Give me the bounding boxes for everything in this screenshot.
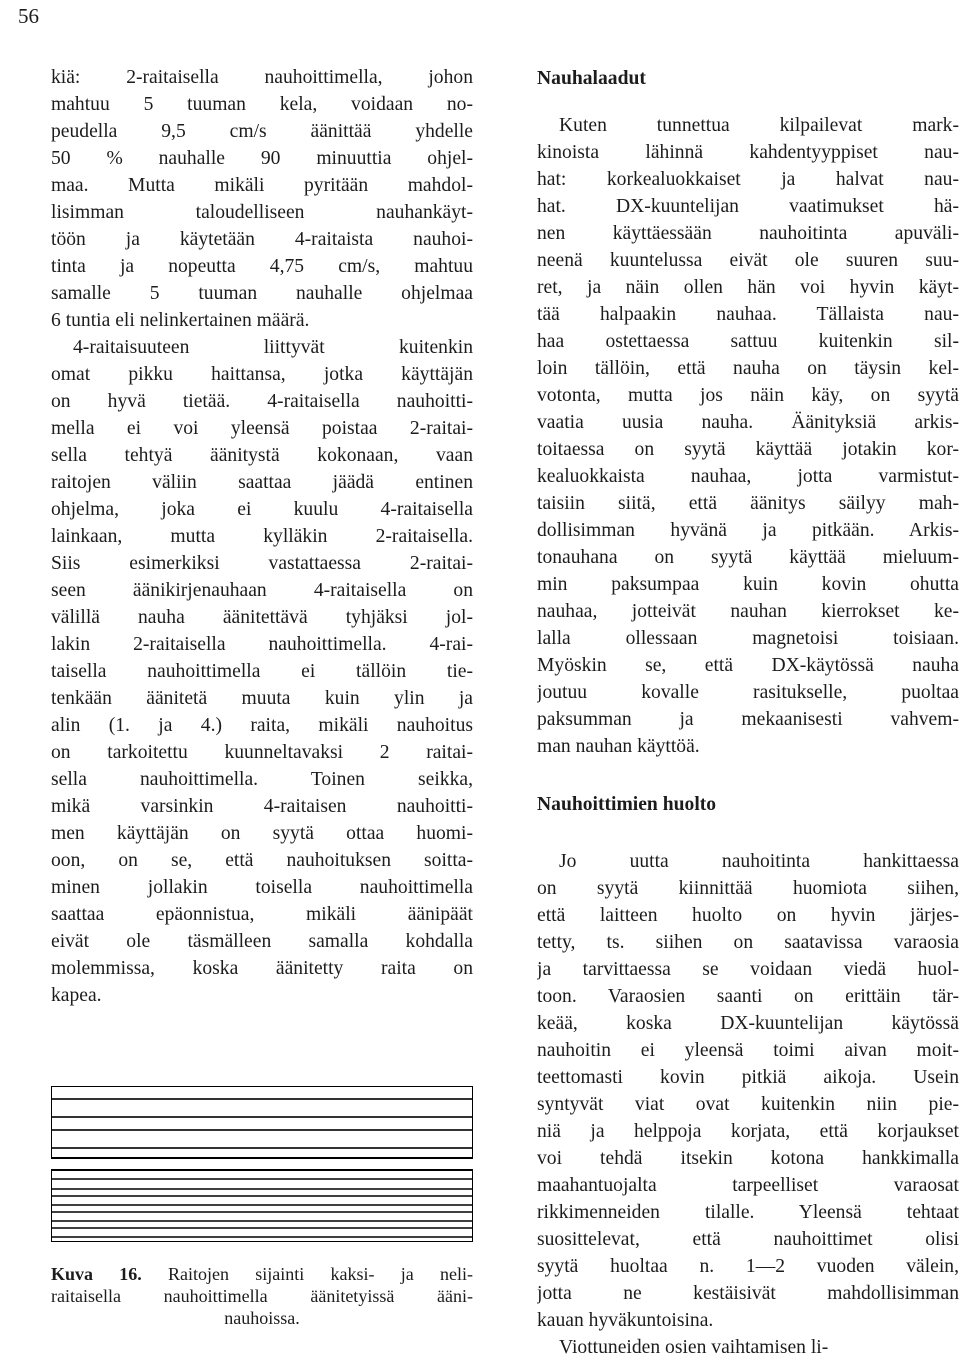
right-column	[537, 64, 959, 1361]
text-line: alin (1. ja 4.) raita, mikäli nauhoitus	[51, 715, 473, 736]
text-line: on syytä kiinnittää huomiota siihen,	[537, 878, 959, 899]
text-line: kealuokkaista nauhaa, jotta varmistut-	[537, 466, 959, 487]
text-line: mella ei voi yleensä poistaa 2-raitai-	[51, 418, 473, 439]
text-line: ret, ja näin ollen hän voi hyvin käyt-	[537, 277, 959, 298]
text-line: haa ostettaessa sattuu kuitenkin sil-	[537, 331, 959, 352]
text-line: nen käyttäessään nauhoitinta apuväli-	[537, 223, 959, 244]
text-line: niä ja helppoja korjata, että korjaukset	[537, 1121, 959, 1142]
text-line: lakin 2-raitaisella nauhoittimella. 4-rai-	[51, 634, 473, 655]
text-line: minen jollakin toisella nauhoittimella	[51, 877, 473, 898]
text-line: kauan hyväkuntoisina.	[537, 1310, 714, 1331]
text-line: seen äänikirjenauhaan 4-raitaisella on	[51, 580, 473, 601]
text-line: kiä: 2-raitaisella nauhoittimella, johon	[51, 67, 473, 88]
text-line: tinta ja nopeutta 4,75 cm/s, mahtuu	[51, 256, 473, 277]
section-heading-nauhalaadut: Nauhalaadut	[537, 68, 646, 89]
text-line: rikkimenneiden tilalle. Yleensä tehtaat	[537, 1202, 959, 1223]
caption-line-2: raitaisella nauhoittimella äänitetyissä ääni-	[51, 1286, 473, 1306]
text-line: raitojen väliin saattaa jäädä entinen	[51, 472, 473, 493]
text-line: lisimman taloudelliseen nauhankäyt-	[51, 202, 473, 223]
text-line: 4-raitaisuuteen liittyvät kuitenkin	[73, 337, 473, 358]
text-line: nauhaa, jotteivät nauhan kierrokset ke-	[537, 601, 959, 622]
text-line: tää halpaakin nauhaa. Tällaista nau-	[537, 304, 959, 325]
text-line: omat pikku haittansa, jotka käyttäjän	[51, 364, 473, 385]
tape-diagram	[51, 1086, 473, 1242]
text-line: 6 tuntia eli nelinkertainen määrä.	[51, 310, 310, 331]
text-line: nauhoitin ei yleensä toimi aivan moit-	[537, 1040, 959, 1061]
text-line: Viottuneiden osien vaihtamisen li-	[559, 1337, 829, 1358]
text-line: toon. Varaosien saanti on erittäin tär-	[537, 986, 959, 1007]
section-heading-huolto: Nauhoittimien huolto	[537, 794, 717, 815]
text-line: Jo uutta nauhoitinta hankittaessa	[559, 851, 959, 872]
text-line: peudella 9,5 cm/s äänittää yhdelle	[51, 121, 473, 142]
text-line: syytä huoltaa n. 1—2 vuoden välein,	[537, 1256, 959, 1277]
text-line: on hyvä tietää. 4-raitaisella nauhoitti-	[51, 391, 473, 412]
text-line: tetty, ts. siihen on saatavissa varaosia	[537, 932, 959, 953]
paragraph-2	[51, 334, 473, 1009]
text-line: men käyttäjän on syytä ottaa huomi-	[51, 823, 473, 844]
text-line: joutuu kovalle rasitukselle, puoltaa	[537, 682, 959, 703]
four-track-tape	[51, 1170, 473, 1242]
text-line: toitaessa on syytä käyttää jotakin kor-	[537, 439, 959, 460]
text-line: hat: korkealuokkaiset ja halvat nau-	[537, 169, 959, 190]
caption-line	[51, 1263, 473, 1285]
text-line: eivät ole täsmälleen samalla kohdalla	[51, 931, 473, 952]
left-column	[51, 64, 473, 1009]
tape-track-figure	[51, 1086, 473, 1242]
text-line: dollisimman hyvänä ja pitkään. Arkis-	[537, 520, 959, 541]
text-line: votonta, mutta jos näin käy, on syytä	[537, 385, 959, 406]
text-line: min paksumpaa kuin kovin ohutta	[537, 574, 959, 595]
text-line: molemmissa, koska äänitetty raita on	[51, 958, 473, 979]
text-line: saattaa epäonnistua, mikäli äänipäät	[51, 904, 473, 925]
text-line: mikä varsinkin 4-raitaisen nauhoitti-	[51, 796, 473, 817]
caption-line-3: nauhoissa.	[224, 1308, 300, 1328]
text-line: kapea.	[51, 985, 102, 1006]
text-line: sella tehtyä äänitystä kokonaan, vaan	[51, 445, 473, 466]
text-line: syntyvät viat ovat kuitenkin niin pie-	[537, 1094, 959, 1115]
text-line: ja tarvittaessa se voidaan viedä huol-	[537, 959, 959, 980]
caption-label: Kuva 16.	[51, 1264, 142, 1284]
text-line: mahtuu 5 tuuman kela, voidaan no-	[51, 94, 473, 115]
text-line: lalla ollessaan magnetoisi toisiaan.	[537, 628, 959, 649]
text-line: suosittelevat, että nauhoittimet olisi	[537, 1229, 959, 1250]
text-line: taisiin siitä, että äänitys säilyy mah-	[537, 493, 959, 514]
section-1-text	[537, 112, 959, 760]
text-line: Myöskin se, että DX-käytössä nauha	[537, 655, 959, 676]
text-line: keää, koska DX-kuuntelijan käytössä	[537, 1013, 959, 1034]
text-line: kinoista lähinnä kahdentyyppiset nau-	[537, 142, 959, 163]
text-line: hat. DX-kuuntelijan vaatimukset hä-	[537, 196, 959, 217]
text-line: sella nauhoittimella. Toinen seikka,	[51, 769, 473, 790]
text-line: ohjelma, joka ei kuulu 4-raitaisella	[51, 499, 473, 520]
text-line: että laitteen huolto on hyvin järjes-	[537, 905, 959, 926]
text-line: paksumman ja mekaanisesti vahvem-	[537, 709, 959, 730]
page-number: 56	[18, 4, 39, 28]
text-line: on tarkoitettu kuunneltavaksi 2 raitai-	[51, 742, 473, 763]
text-line: neenä kuuntelussa eivät ole suuren suu-	[537, 250, 959, 271]
text-line: lainkaan, mutta kylläkin 2-raitaisella.	[51, 526, 473, 547]
text-line: 50 % nauhalle 90 minuuttia ohjel-	[51, 148, 473, 169]
text-line: samalle 5 tuuman nauhalle ohjelmaa	[51, 283, 473, 304]
text-line: Siis esimerkiksi vastattaessa 2-raitai-	[51, 553, 473, 574]
text-line: tenkään äänitetä muuta kuin ylin ja	[51, 688, 473, 709]
text-line: jotta ne kestäisivät mahdollisimman	[537, 1283, 959, 1304]
section-2-text	[537, 848, 959, 1361]
text-line: vaatia uusia nauha. Äänityksiä arkis-	[537, 412, 959, 433]
text-line: teettomasti kovin pitkiä aikoja. Usein	[537, 1067, 959, 1088]
text-line: maa. Mutta mikäli pyritään mahdol-	[51, 175, 473, 196]
text-line: töön ja käytetään 4-raitaista nauhoi-	[51, 229, 473, 250]
text-line: välillä nauha äänitettävä tyhjäksi jol-	[51, 607, 473, 628]
text-line: man nauhan käyttöä.	[537, 736, 700, 757]
text-line: oon, on se, että nauhoituksen soitta-	[51, 850, 473, 871]
two-track-tape	[51, 1086, 473, 1158]
caption-line-1: Raitojen sijainti kaksi- ja neli-	[168, 1264, 474, 1284]
text-line: tonauhana on syytä käyttää mieluum-	[537, 547, 959, 568]
text-line: taisella nauhoittimella ei tällöin tie-	[51, 661, 473, 682]
text-line: loin tällöin, että nauha on täysin kel-	[537, 358, 959, 379]
text-line: Kuten tunnettua kilpailevat mark-	[559, 115, 959, 136]
text-line: maahantuojalta tarpeelliset varaosat	[537, 1175, 959, 1196]
figure-caption	[51, 1263, 473, 1329]
paragraph-1	[51, 64, 473, 334]
text-line: voi tehdä itsekin kotona hankkimalla	[537, 1148, 959, 1169]
